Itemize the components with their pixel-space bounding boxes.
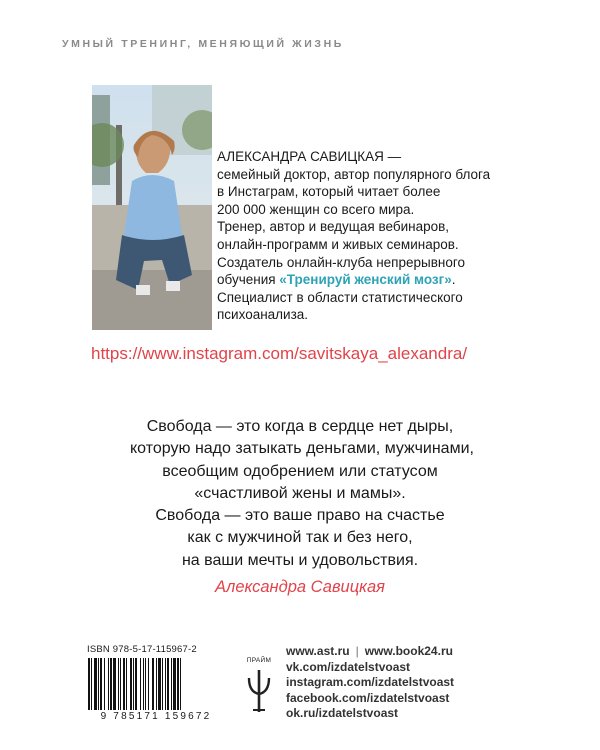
quote-line: которую надо затыкать деньгами, мужчинами,: [130, 440, 474, 458]
barcode-bar: [110, 658, 112, 710]
bio-line: АЛЕКСАНДРА САВИЦКАЯ —: [217, 149, 402, 164]
barcode-bar: [88, 658, 90, 710]
isbn: ISBN 978-5-17-115967-2: [87, 644, 197, 655]
barcode-bar: [171, 658, 172, 710]
author-portrait-photo: [92, 85, 212, 330]
club-name: «Тренируй женский мозг»: [279, 272, 452, 288]
bio-line: психоанализа.: [217, 307, 309, 323]
barcode-bar: [98, 658, 99, 710]
barcode-bar: [91, 658, 92, 710]
barcode-bar: [140, 658, 141, 710]
publisher-name: ПРАЙМ: [246, 657, 272, 664]
barcode-bar: [162, 658, 163, 710]
barcode-digits: 9 785171 159672: [100, 711, 212, 722]
barcode-bar: [145, 658, 146, 710]
bio-line: семейный доктор, автор популярного блога: [217, 166, 491, 182]
series-title: УМНЫЙ ТРЕНИНГ, МЕНЯЮЩИЙ ЖИЗНЬ: [62, 38, 344, 50]
barcode-bar: [126, 658, 127, 710]
publisher-links: [286, 644, 454, 722]
bio-line: в Инстаграм, который читает более: [217, 184, 441, 200]
instagram-link[interactable]: https://www.instagram.com/savitskaya_alexandra/: [91, 344, 468, 363]
quote-line: на ваши мечты и удовольствия.: [181, 551, 419, 569]
barcode-bar: [104, 658, 105, 710]
barcode-bar: [94, 658, 97, 710]
barcode-bar: [177, 658, 179, 710]
quote-line: Свобода — это когда в сердце нет дыры,: [146, 418, 454, 435]
vk-link[interactable]: vk.com/izdatelstvoast: [286, 659, 411, 674]
barcode-bar: [123, 658, 125, 710]
bio-line-club: [217, 271, 517, 289]
barcode: [86, 658, 226, 710]
barcode-bar: [165, 658, 166, 710]
bio-line: онлайн-программ и живых семинаров.: [217, 236, 459, 252]
quote-line: Свобода — это ваше право на счастье: [155, 507, 445, 525]
quote-line: как с мужчиной так и без него,: [187, 529, 413, 547]
barcode-bar: [152, 658, 154, 710]
barcode-bar: [173, 658, 176, 710]
author-photo: [92, 85, 212, 330]
barcode-bar: [118, 658, 119, 710]
ast-link[interactable]: www.ast.ru: [286, 644, 350, 658]
links-separator: |: [355, 644, 359, 658]
quote-line: всеобщим одобрением или статусом: [162, 462, 438, 480]
barcode-bar: [108, 658, 109, 710]
club-prefix: обучения: [217, 272, 280, 288]
barcode-bar: [148, 658, 149, 710]
quote-line: «счастливой жены и мамы».: [194, 484, 406, 502]
barcode-bar: [130, 658, 132, 710]
quote: [130, 416, 474, 572]
ok-link[interactable]: ok.ru/izdatelstvoast: [286, 706, 399, 721]
book24-link[interactable]: www.book24.ru: [364, 644, 453, 658]
author-bio: [217, 148, 517, 324]
barcode-bar: [133, 658, 134, 710]
barcode-bar: [100, 658, 102, 710]
barcode-bar: [158, 658, 161, 710]
instagram-publisher-link[interactable]: instagram.com/izdatelstvoast: [286, 675, 455, 690]
barcode-bar: [120, 658, 121, 710]
barcode-bar: [156, 658, 157, 710]
bio-line: Тренер, автор и ведущая вебинаров,: [217, 219, 450, 235]
barcode-bar: [135, 658, 137, 710]
bio-line: Специалист в области статистического: [217, 289, 463, 305]
club-suffix: .: [451, 272, 456, 288]
barcode-bar: [167, 658, 169, 710]
psi-logo-icon: [244, 656, 274, 714]
facebook-link[interactable]: facebook.com/izdatelstvoast: [286, 690, 450, 705]
barcode-bar: [143, 658, 144, 710]
barcode-bar: [180, 658, 181, 710]
barcode-bar: [113, 658, 116, 710]
bio-line: Создатель онлайн-клуба непрерывного: [217, 254, 465, 270]
quote-signature: Александра Савицкая: [215, 578, 385, 596]
links-row-sites: [286, 644, 454, 660]
bio-line: 200 000 женщин со всего мира.: [217, 201, 415, 217]
